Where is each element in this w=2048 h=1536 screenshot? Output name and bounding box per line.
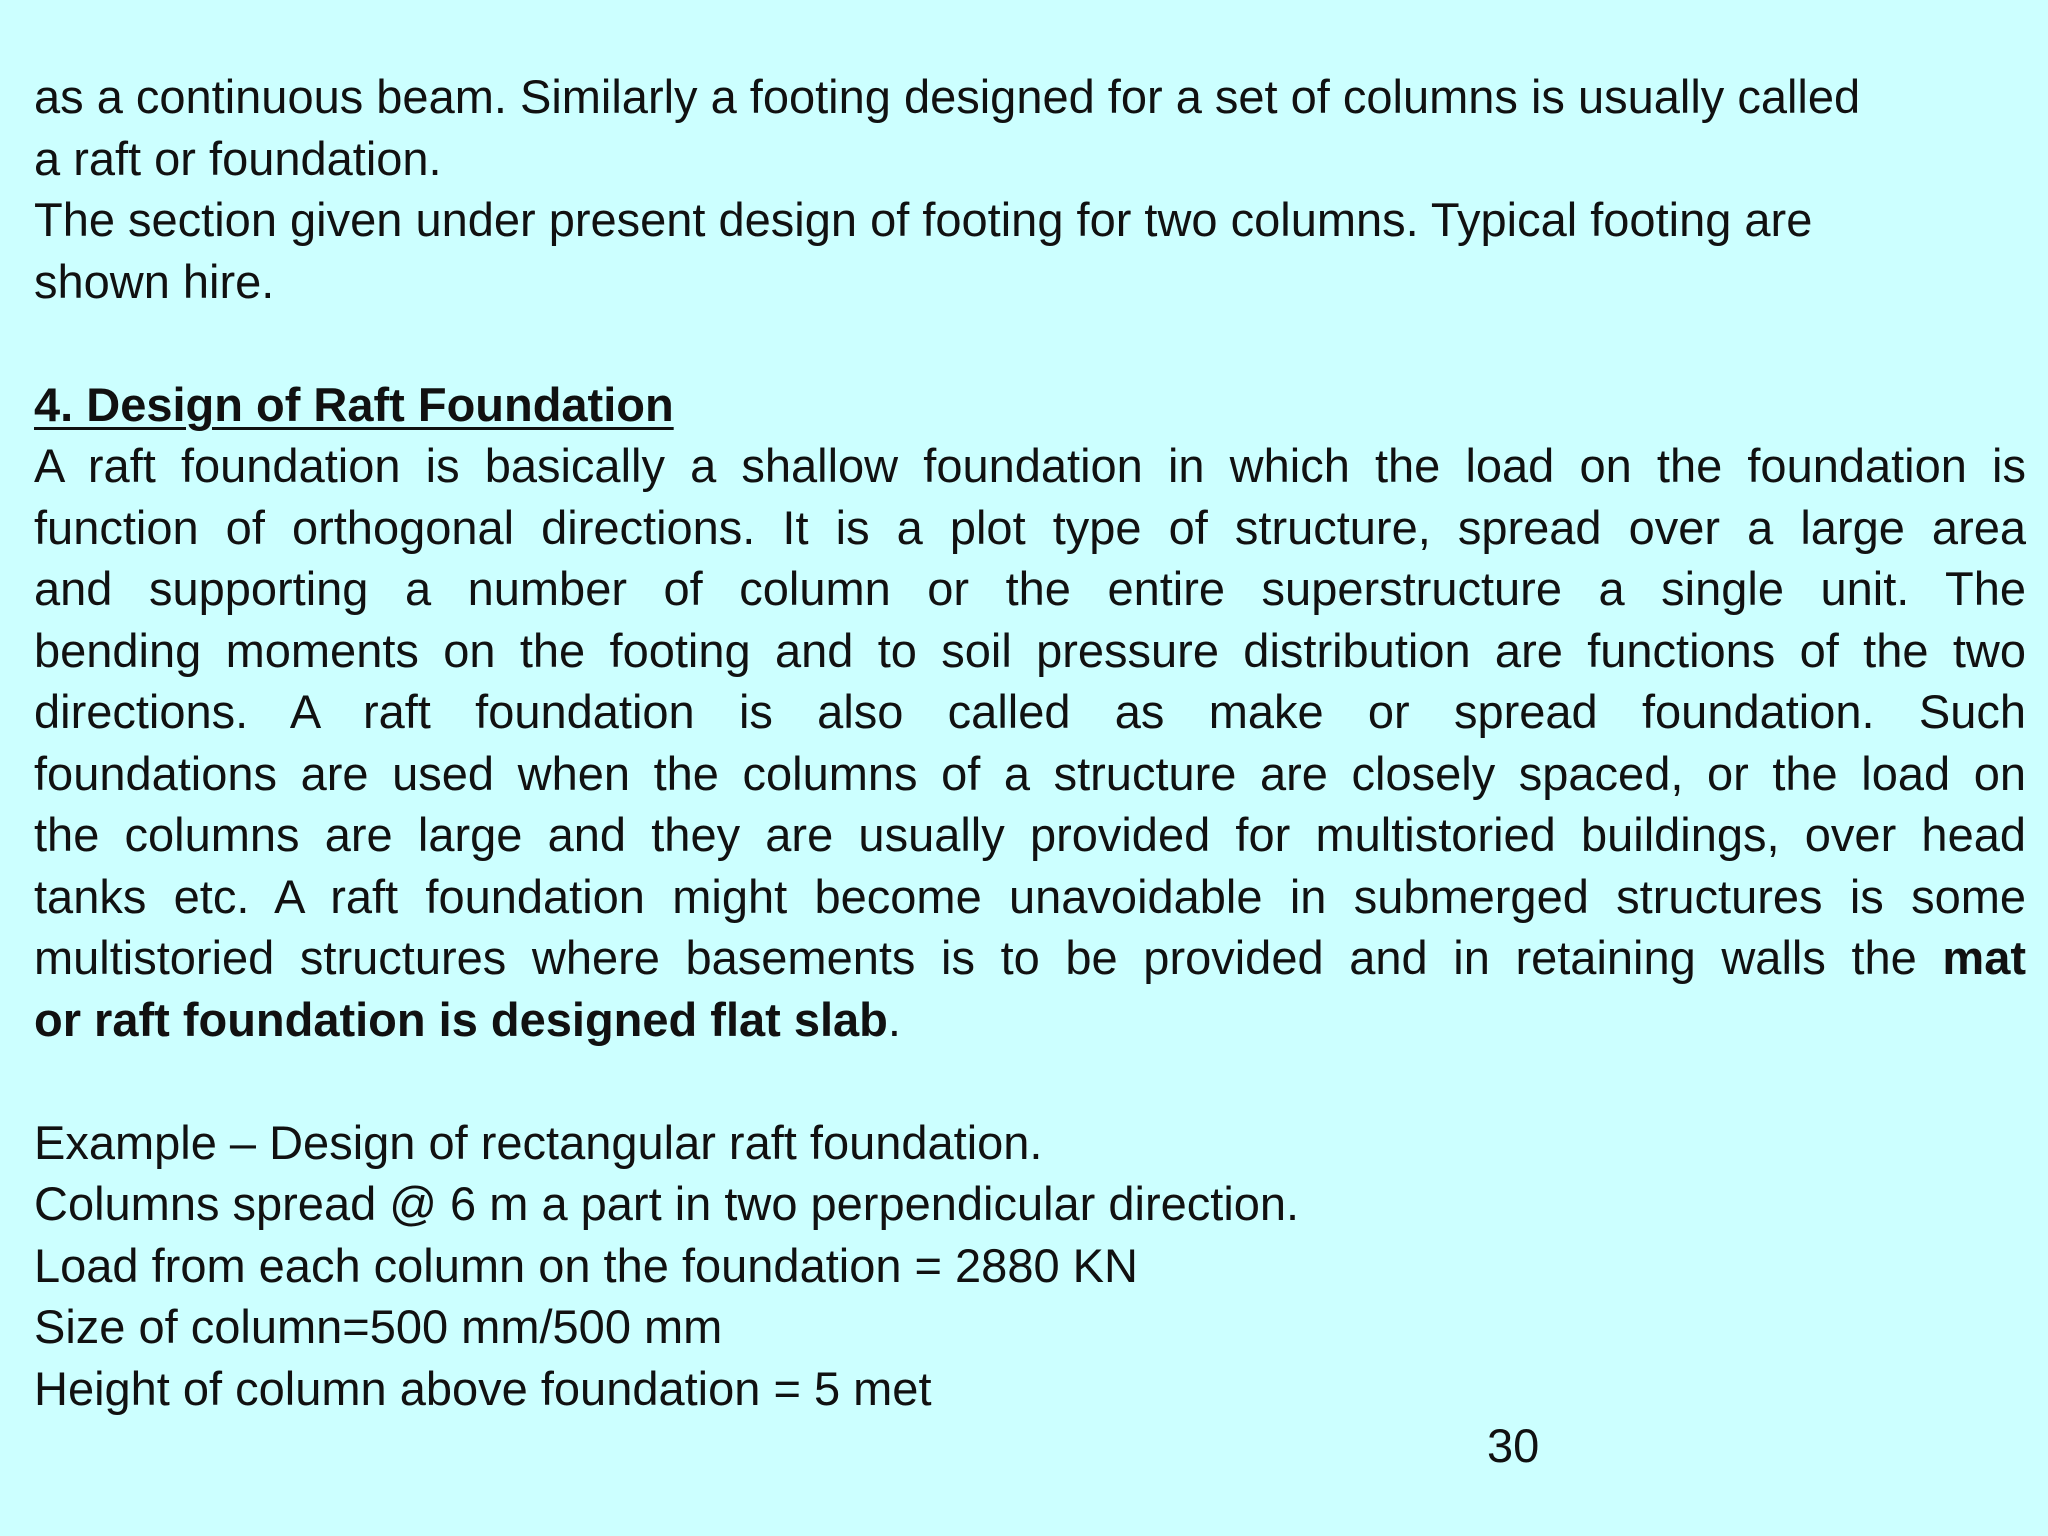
paragraph-line: directions. A raft foundation is also called as make or spread foundation. Such: [34, 685, 2026, 738]
bold-text: or raft foundation is designed flat slab: [34, 992, 888, 1046]
raft-paragraph: [34, 435, 2026, 1050]
paragraph-line: bending moments on the footing and to soil pressure distribution are functions of the two: [34, 623, 2026, 677]
intro-paragraph: [34, 66, 2026, 312]
spacer: [34, 1050, 2026, 1112]
paragraph-line: foundations are used when the columns of a structure are closely spaced, or the load on: [34, 746, 2026, 800]
intro-line: as a continuous beam. Similarly a footing designed for a set of columns is usually called: [34, 70, 1861, 123]
section-heading: 4. Design of Raft Foundation: [34, 377, 674, 431]
intro-line: shown hire.: [34, 254, 275, 308]
spacer: [34, 312, 2026, 374]
bold-text: mat: [1942, 931, 2027, 984]
example-line: Example – Design of rectangular raft foundation.: [34, 1115, 1043, 1169]
paragraph-line: function of orthogonal directions. It is a plot type of structure, spread over a large area: [34, 500, 2026, 554]
paragraph-line-with-bold: [34, 927, 2026, 989]
example-line: Height of column above foundation = 5 met: [34, 1361, 932, 1415]
intro-line: a raft or foundation.: [34, 131, 442, 185]
example-line: Load from each column on the foundation = 2880 KN: [34, 1238, 1138, 1292]
slide-content: [34, 66, 2026, 1419]
paragraph-text: multistoried structures where basements is to be provided and in retaining walls the: [34, 931, 1917, 984]
example-line: Size of column=500 mm/500 mm: [34, 1300, 723, 1353]
example-block: [34, 1112, 2026, 1420]
paragraph-line: and supporting a number of column or the entire superstructure a single unit. The: [34, 562, 2026, 615]
paragraph-line: tanks etc. A raft foundation might become unavoidable in submerged structures is some: [34, 869, 2026, 923]
example-line: Columns spread @ 6 m a part in two perpendicular direction.: [34, 1177, 1300, 1230]
end-punctuation: .: [887, 992, 901, 1046]
paragraph-last-line: [34, 989, 2026, 1051]
paragraph-line: the columns are large and they are usually provided for multistoried buildings, over head: [34, 808, 2026, 861]
page-number: 30: [1487, 1419, 1540, 1472]
paragraph-line: A raft foundation is basically a shallow foundation in which the load on the foundation is: [34, 439, 2026, 492]
intro-line: The section given under present design of footing for two columns. Typical footing are: [34, 193, 1813, 246]
